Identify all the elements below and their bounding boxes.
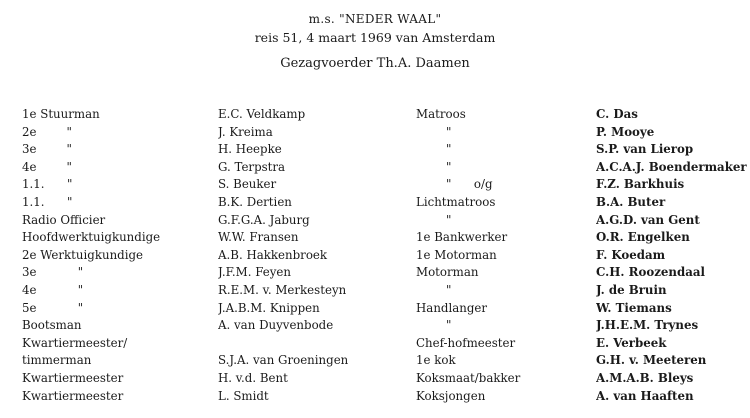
- crew-rank-right: Koksjongen: [416, 388, 486, 403]
- crew-name-right: O.R. Engelken: [596, 230, 690, 245]
- captain-line: Gezagvoerder Th.A. Daamen: [280, 56, 470, 71]
- crew-rank-right: Matroos: [416, 107, 466, 121]
- crew-name-right: S.P. van Lierop: [596, 142, 694, 157]
- crew-name-left: L. Smidt: [218, 388, 269, 403]
- crew-row: [22, 335, 747, 353]
- crew-rank-left: 3e ": [22, 142, 72, 157]
- crew-name-left: H. Heepke: [218, 142, 282, 157]
- crew-row: [22, 317, 747, 335]
- crew-table-body: [22, 106, 747, 405]
- crew-name-right: F. Koedam: [596, 247, 666, 262]
- crew-name-left: B.K. Dertien: [218, 194, 292, 209]
- crew-name-right: J. de Bruin: [596, 282, 667, 297]
- crew-rank-left: 1.1. ": [22, 194, 73, 209]
- crew-rank-left: 3e ": [22, 265, 84, 280]
- crew-name-left: G.F.G.A. Jaburg: [218, 212, 310, 227]
- crew-row: [22, 194, 747, 212]
- crew-name-left: J. Kreima: [218, 124, 273, 139]
- crew-row: [22, 212, 747, 230]
- crew-row: [22, 282, 747, 300]
- crew-name-right: W. Tiemans: [596, 300, 672, 315]
- crew-name-left: S.J.A. van Groeningen: [218, 353, 349, 368]
- crew-rank-right: 1e Motorman: [416, 247, 497, 262]
- crew-rank-left: Kwartiermeester/: [22, 335, 128, 350]
- crew-name-left: E.C. Veldkamp: [218, 107, 306, 121]
- crew-rank-right: ": [416, 142, 452, 157]
- crew-rank-left: 1e Stuurman: [22, 107, 100, 121]
- crew-name-left: [218, 335, 416, 353]
- crew-rank-right: Motorman: [416, 265, 479, 280]
- crew-rank-right: Chef-hofmeester: [416, 335, 516, 350]
- crew-rank-left: 2e ": [22, 124, 72, 139]
- crew-rank-right: 1e Bankwerker: [416, 230, 508, 245]
- crew-name-left: J.A.B.M. Knippen: [218, 300, 320, 315]
- crew-name-left: A. van Duyvenbode: [218, 318, 334, 333]
- crew-name-right: A.C.A.J. Boendermaker: [596, 159, 747, 174]
- crew-name-right: A.M.A.B. Bleys: [596, 370, 694, 385]
- crew-name-left: J.F.M. Feyen: [218, 265, 292, 280]
- crew-rank-right: ": [416, 212, 452, 227]
- crew-rank-left: timmerman: [22, 353, 92, 368]
- crew-rank-right: ": [416, 159, 452, 174]
- crew-table: [22, 106, 747, 405]
- crew-rank-right: ": [416, 318, 452, 333]
- crew-rank-left: Kwartiermeester: [22, 388, 124, 403]
- crew-rank-left: Radio Officier: [22, 212, 106, 227]
- crew-rank-left: 4e ": [22, 282, 84, 297]
- crew-rank-right: Handlanger: [416, 300, 488, 315]
- crew-name-right: E. Verbeek: [596, 335, 667, 350]
- crew-row: [22, 229, 747, 247]
- crew-row: [22, 159, 747, 177]
- crew-row: [22, 264, 747, 282]
- crew-name-right: C.H. Roozendaal: [596, 265, 705, 280]
- crew-rank-left: Bootsman: [22, 318, 82, 333]
- crew-name-right: A.G.D. van Gent: [596, 212, 700, 227]
- crew-name-right: A. van Haaften: [596, 388, 694, 403]
- crew-row: [22, 247, 747, 265]
- crew-row: [22, 141, 747, 159]
- crew-name-right: F.Z. Barkhuis: [596, 177, 685, 192]
- crew-name-right: C. Das: [596, 107, 638, 121]
- crew-name-right: P. Mooye: [596, 124, 655, 139]
- crew-row: [22, 352, 747, 370]
- crew-name-right: J.H.E.M. Trynes: [596, 318, 699, 333]
- crew-rank-right: Lichtmatroos: [416, 194, 496, 209]
- ship-name: m.s. "NEDER WAAL": [308, 12, 442, 26]
- crew-row: [22, 370, 747, 388]
- crew-row: [22, 176, 747, 194]
- crew-name-left: R.E.M. v. Merkesteyn: [218, 282, 347, 297]
- crew-rank-left: 1.1. ": [22, 177, 73, 192]
- crew-name-left: S. Beuker: [218, 177, 277, 192]
- crew-rank-right: Koksmaat/bakker: [416, 370, 521, 385]
- voyage-info: reis 51, 4 maart 1969 van Amsterdam: [254, 30, 496, 45]
- crew-rank-left: 2e Werktuigkundige: [22, 247, 144, 262]
- crew-rank-right: 1e kok: [416, 353, 456, 368]
- crew-row: [22, 300, 747, 318]
- crew-rank-right: ": [416, 124, 452, 139]
- crew-rank-left: 5e ": [22, 300, 84, 315]
- crew-name-left: G. Terpstra: [218, 159, 286, 174]
- crew-rank-left: Hoofdwerktuigkundige: [22, 230, 161, 245]
- crew-row: [22, 388, 747, 406]
- crew-name-left: W.W. Fransen: [218, 230, 299, 245]
- crew-row: [22, 124, 747, 142]
- crew-name-right: B.A. Buter: [596, 194, 666, 209]
- crew-name-left: H. v.d. Bent: [218, 370, 288, 385]
- crew-rank-left: 4e ": [22, 159, 72, 174]
- crew-name-right: G.H. v. Meeteren: [596, 353, 707, 368]
- crew-name-left: A.B. Hakkenbroek: [218, 247, 328, 262]
- crew-rank-right: ": [416, 282, 452, 297]
- crew-rank-right: " o/g: [416, 177, 493, 192]
- crew-rank-left: Kwartiermeester: [22, 370, 124, 385]
- crew-row: [22, 106, 747, 124]
